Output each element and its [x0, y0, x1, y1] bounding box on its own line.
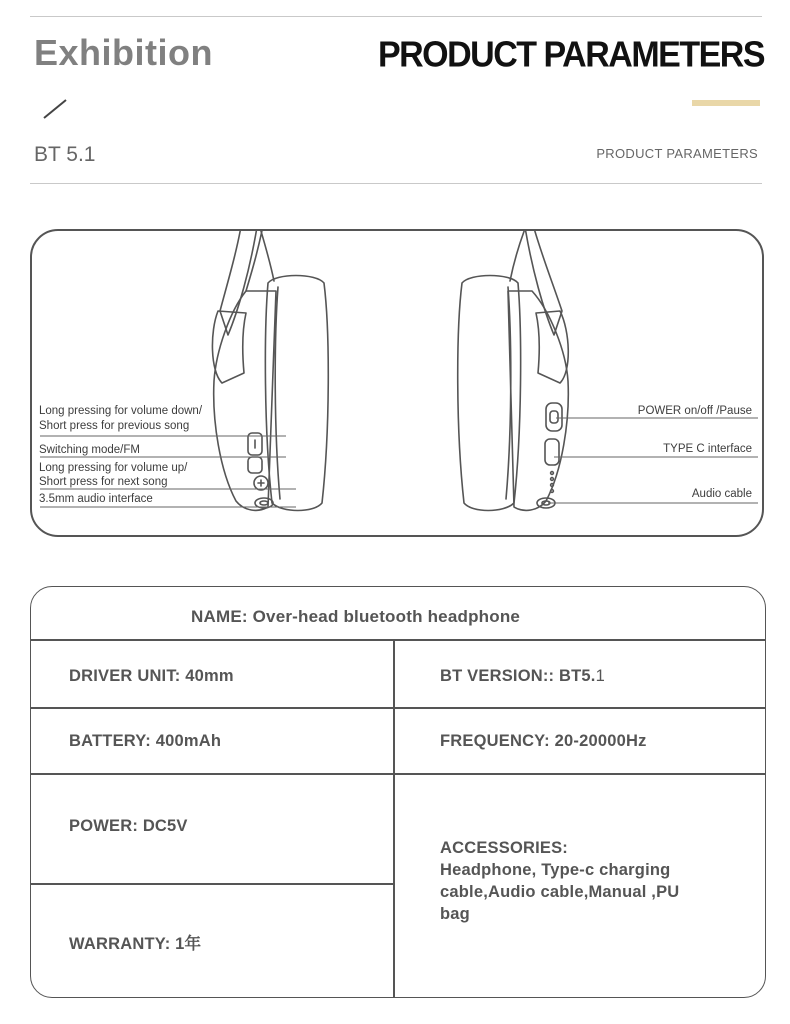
accessories-line: Headphone, Type-c charging [440, 861, 671, 879]
annotation-volume-up: Long pressing for volume up/ [39, 462, 188, 474]
spec-name: NAME: Over-head bluetooth headphone [191, 607, 521, 626]
top-divider [30, 16, 762, 17]
annotation-next-song: Short press for next song [39, 476, 168, 488]
spec-frequency: FREQUENCY: 20-20000Hz [440, 732, 647, 750]
spec-power: POWER: DC5V [69, 817, 188, 835]
product-parameters-subheading: PRODUCT PARAMETERS [596, 146, 758, 161]
slash-mark-icon [42, 96, 68, 120]
table-rule [31, 883, 393, 885]
bt-version-label: BT 5.1 [34, 143, 96, 166]
spec-bt-version: BT VERSION:: BT5.1 [440, 667, 605, 685]
right-headphone-illustration [458, 231, 569, 511]
annotation-previous-song: Short press for previous song [39, 420, 190, 432]
spec-battery: BATTERY: 400mAh [69, 732, 222, 750]
annotation-audio-interface: 3.5mm audio interface [39, 493, 153, 505]
annotation-switch-mode: Switching mode/FM [39, 444, 140, 456]
accessories-line: cable,Audio cable,Manual ,PU [440, 883, 680, 901]
table-rule [31, 639, 766, 641]
header-bottom-divider [30, 183, 762, 184]
annotation-power: POWER on/off /Pause [637, 405, 752, 417]
table-rule [31, 773, 766, 775]
left-headphone-illustration [212, 231, 328, 511]
spec-accessories [440, 837, 679, 925]
table-rule [31, 707, 766, 709]
spec-driver-unit: DRIVER UNIT: 40mm [69, 667, 234, 685]
headphone-diagram [30, 229, 764, 537]
accessories-title: ACCESSORIES: [440, 839, 569, 857]
exhibition-heading: Exhibition [34, 32, 213, 73]
product-parameters-heading: PRODUCT PARAMETERS [377, 35, 764, 75]
annotation-audio-cable: Audio cable [691, 488, 752, 500]
spec-table [30, 586, 766, 998]
spec-warranty: WARRANTY: 1年 [69, 935, 202, 953]
annotation-volume-down: Long pressing for volume down/ [39, 405, 203, 417]
table-column-divider [393, 639, 395, 998]
accessories-line: bag [440, 905, 470, 923]
accent-bar [692, 100, 760, 106]
annotation-typec: TYPE C interface [663, 443, 752, 455]
